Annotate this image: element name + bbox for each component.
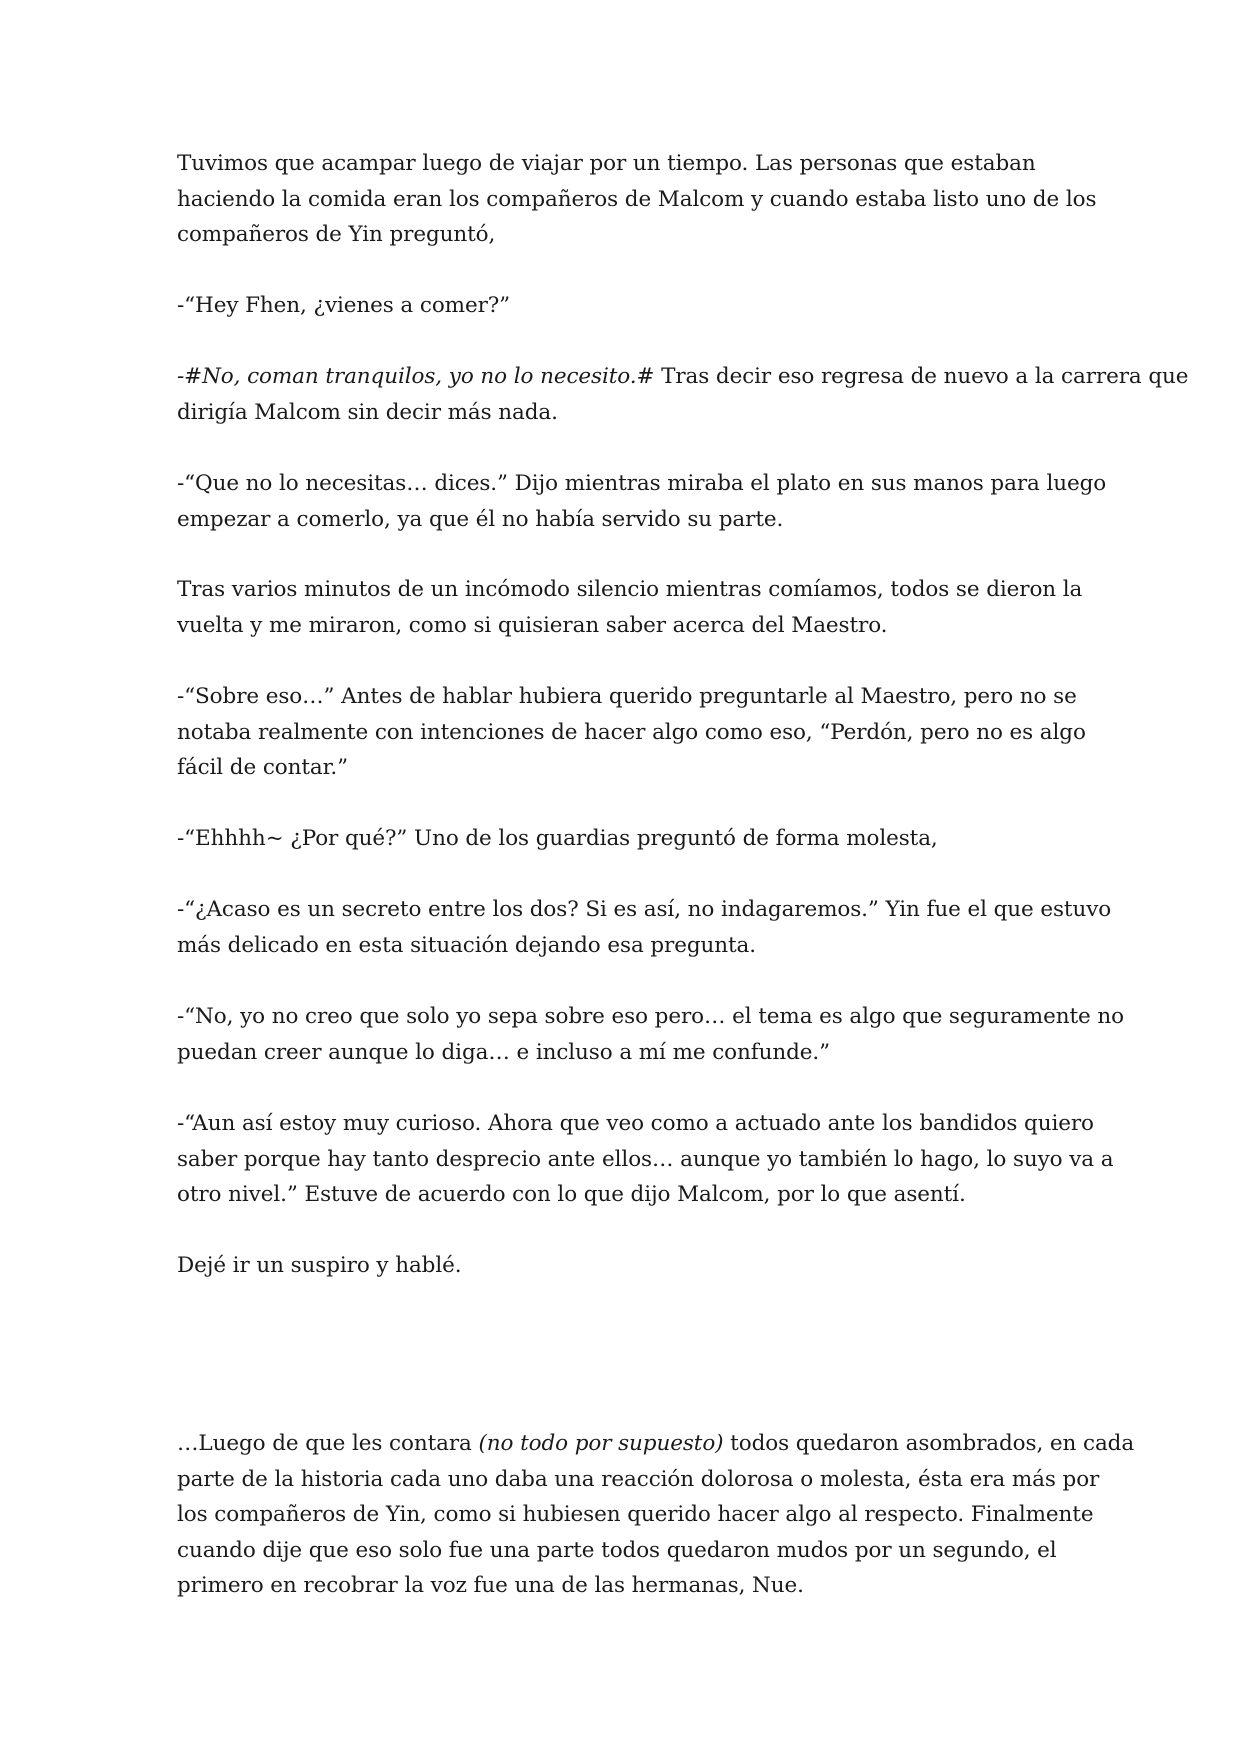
text-fragment: todos quedaron asombrados, en cada xyxy=(723,1431,1135,1456)
text-line: Dejé ir un suspiro y hablé. xyxy=(177,1253,462,1278)
text-line: fácil de contar.” xyxy=(177,755,349,780)
text-line: cuando dije que eso solo fue una parte todos quedaron mudos por un segundo, el xyxy=(177,1537,1057,1563)
text-line: dirigía Malcom sin decir más nada. xyxy=(177,399,558,425)
text-line: Tuvimos que acampar luego de viajar por un tiempo. Las personas que estaban xyxy=(177,151,1036,176)
paragraph-8 xyxy=(177,892,1112,963)
italic-thought: -#No, coman tranquilos, yo no lo necesito.# xyxy=(177,364,655,389)
text-line xyxy=(177,359,1189,395)
document-page xyxy=(177,0,1189,1754)
text-line: compañeros de Yin preguntó, xyxy=(177,222,496,247)
text-line: notaba realmente con intenciones de hacer algo como eso, “Perdón, pero no es algo xyxy=(177,719,1086,745)
text-line: saber porque hay tanto desprecio ante ellos… aunque yo también lo hago, lo suyo va a xyxy=(177,1146,1114,1172)
text-line: -“¿Acaso es un secreto entre los dos? Si es así, no indagaremos.” Yin fue el que estuvo xyxy=(177,897,1112,922)
paragraph-3 xyxy=(177,359,1189,430)
text-line: empezar a comerlo, ya que él no había servido su parte. xyxy=(177,506,784,532)
text-line: -“No, yo no creo que solo yo sepa sobre eso pero… el tema es algo que seguramente no xyxy=(177,1004,1124,1029)
paragraph-1 xyxy=(177,146,1097,253)
text-line: los compañeros de Yin, como si hubiesen querido hacer algo al respecto. Finalmente xyxy=(177,1502,1094,1527)
text-line: puedan creer aunque lo diga… e incluso a mí me confunde.” xyxy=(177,1039,831,1065)
text-line: -“Aun así estoy muy curioso. Ahora que veo como a actuado ante los bandidos quiero xyxy=(177,1111,1094,1136)
text-line: Tras varios minutos de un incómodo silencio mientras comíamos, todos se dieron la xyxy=(177,577,1083,602)
paragraph-6 xyxy=(177,679,1086,786)
text-line: -“Sobre eso…” Antes de hablar hubiera querido preguntarle al Maestro, pero no se xyxy=(177,684,1077,709)
paragraph-2 xyxy=(177,288,1067,324)
paragraph-11 xyxy=(177,1248,1067,1284)
paragraph-9 xyxy=(177,999,1124,1070)
text-line: parte de la historia cada uno daba una reacción dolorosa o molesta, ésta era más por xyxy=(177,1466,1100,1492)
text-line: -“Hey Fhen, ¿vienes a comer?” xyxy=(177,293,511,318)
text-line xyxy=(177,1426,1135,1462)
paragraph-10 xyxy=(177,1106,1114,1213)
text-line: -“Ehhhh~ ¿Por qué?” Uno de los guardias preguntó de forma molesta, xyxy=(177,826,938,851)
text-line: -“Que no lo necesitas… dices.” Dijo mientras miraba el plato en sus manos para luego xyxy=(177,471,1107,496)
paragraph-4 xyxy=(177,466,1107,537)
text-line: vuelta y me miraron, como si quisieran saber acerca del Maestro. xyxy=(177,612,888,638)
text-fragment: Tras decir eso regresa de nuevo a la carrera que xyxy=(654,364,1189,389)
text-fragment: …Luego de que les contara xyxy=(177,1431,479,1456)
text-line: haciendo la comida eran los compañeros de Malcom y cuando estaba listo uno de los xyxy=(177,186,1097,212)
text-line: más delicado en esta situación dejando esa pregunta. xyxy=(177,932,757,958)
italic-aside: (no todo por supuesto) xyxy=(478,1431,724,1456)
text-line: otro nivel.” Estuve de acuerdo con lo que dijo Malcom, por lo que asentí. xyxy=(177,1182,966,1207)
paragraph-5 xyxy=(177,572,1083,643)
paragraph-12 xyxy=(177,1426,1135,1604)
text-line: primero en recobrar la voz fue una de las hermanas, Nue. xyxy=(177,1573,804,1598)
paragraph-7 xyxy=(177,821,1067,857)
